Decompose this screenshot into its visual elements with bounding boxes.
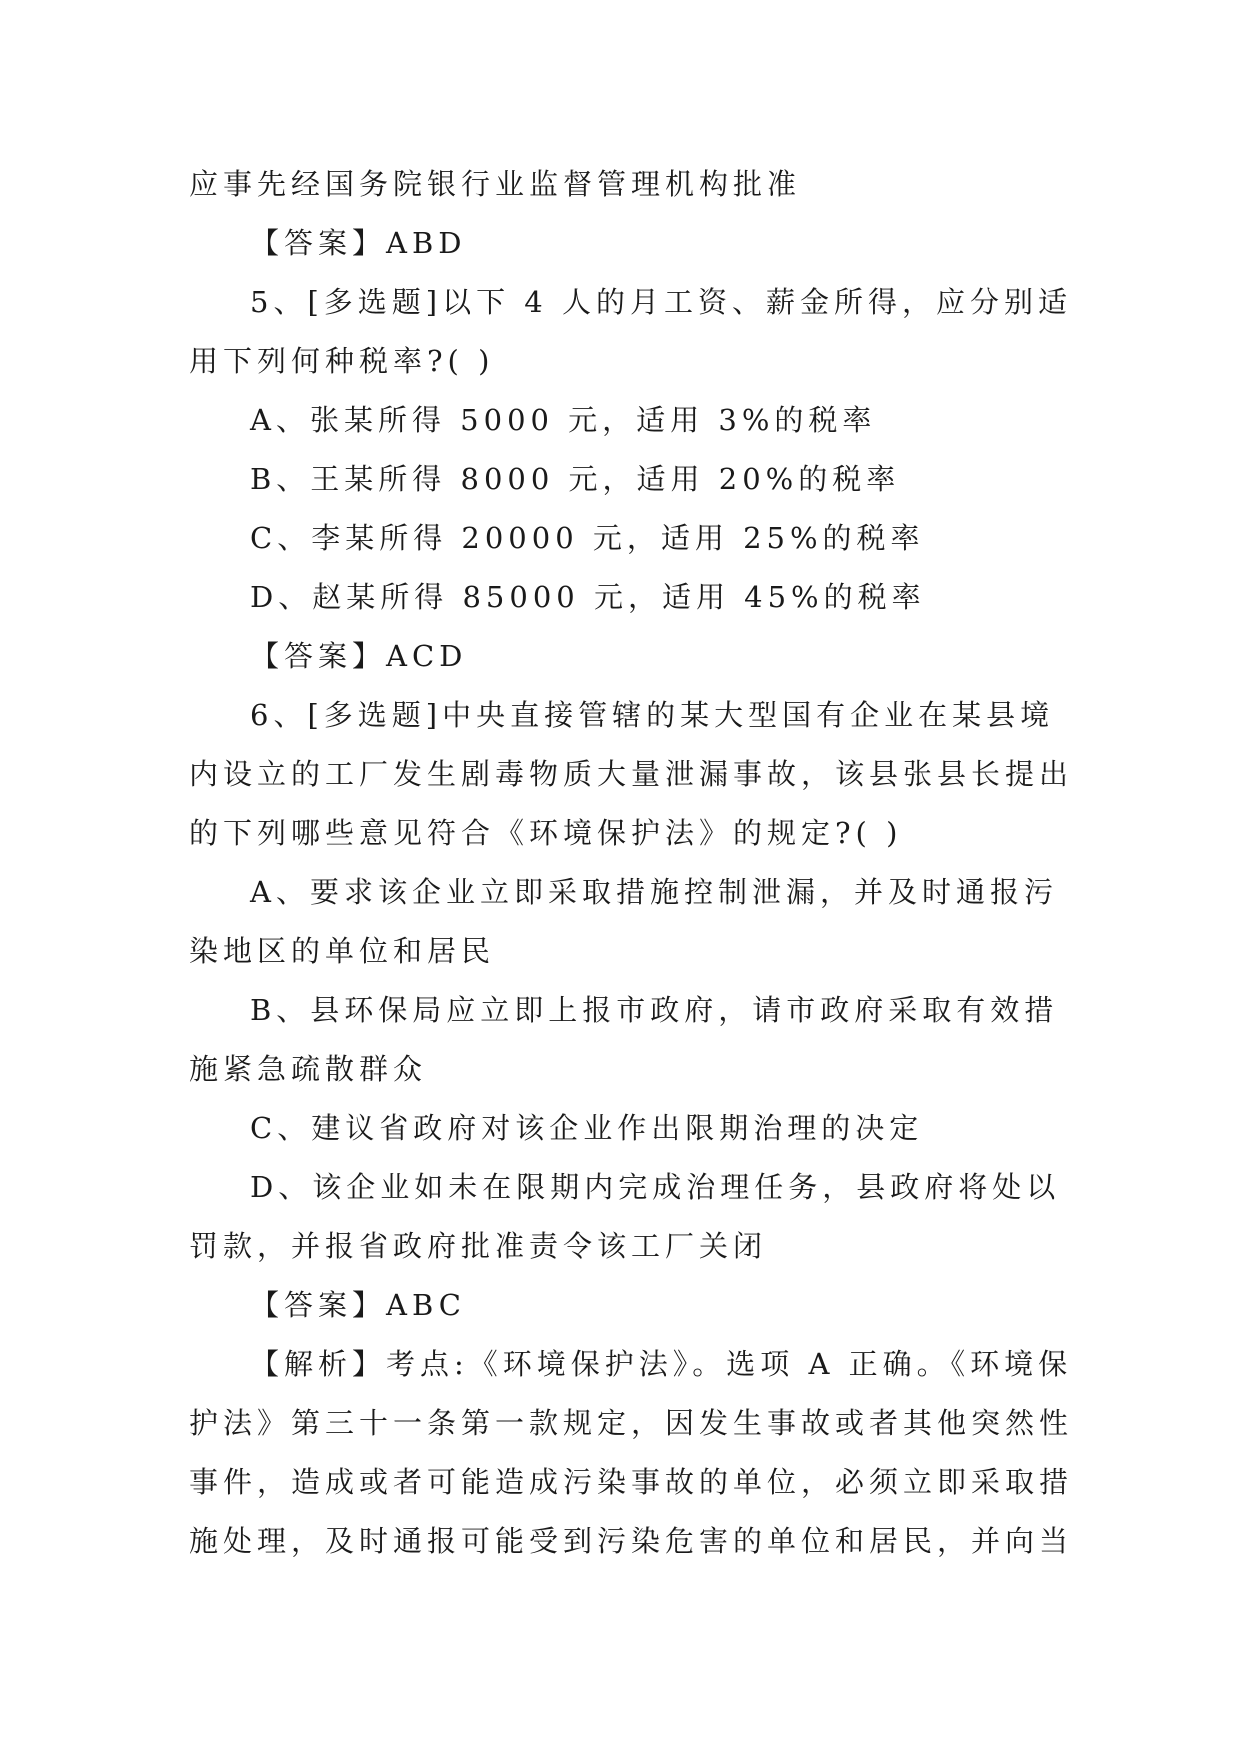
text-line: 应事先经国务院银行业监督管理机构批准 xyxy=(189,167,802,201)
option-line: A、张某所得 5000 元，适用 3%的税率 xyxy=(250,403,877,437)
option-line: A、要求该企业立即采取措施控制泄漏，并及时通报污 xyxy=(250,875,1058,909)
option-line: D、赵某所得 85000 元，适用 45%的税率 xyxy=(250,580,926,614)
question-line: 的下列哪些意见符合《环境保护法》的规定?( ) xyxy=(189,816,903,850)
option-line: C、李某所得 20000 元，适用 25%的税率 xyxy=(250,521,925,555)
analysis-line: 施处理，及时通报可能受到污染危害的单位和居民，并向当 xyxy=(189,1524,1074,1558)
question-line: 5、[多选题]以下 4 人的月工资、薪金所得，应分别适 xyxy=(250,285,1072,319)
analysis-line: 护法》第三十一条第一款规定，因发生事故或者其他突然性 xyxy=(189,1406,1074,1440)
answer-line: 【答案】ABD xyxy=(250,226,467,260)
option-line: D、该企业如未在限期内完成治理任务，县政府将处以 xyxy=(250,1170,1061,1204)
analysis-line: 【解析】考点:《环境保护法》。选项 A 正确。《环境保 xyxy=(250,1347,1073,1381)
answer-line: 【答案】ACD xyxy=(250,639,468,673)
question-line: 6、[多选题]中央直接管辖的某大型国有企业在某县境 xyxy=(250,698,1055,732)
analysis-line: 事件，造成或者可能造成污染事故的单位，必须立即采取措 xyxy=(189,1465,1074,1499)
option-line: 施紧急疏散群众 xyxy=(189,1052,428,1086)
option-line: 罚款，并报省政府批准责令该工厂关闭 xyxy=(189,1229,768,1263)
answer-line: 【答案】ABC xyxy=(250,1288,466,1322)
option-line: B、王某所得 8000 元，适用 20%的税率 xyxy=(250,462,901,496)
option-line: 染地区的单位和居民 xyxy=(189,934,496,968)
option-line: B、县环保局应立即上报市政府，请市政府采取有效措 xyxy=(250,993,1059,1027)
question-line: 用下列何种税率?( ) xyxy=(189,344,495,378)
question-line: 内设立的工厂发生剧毒物质大量泄漏事故，该县张县长提出 xyxy=(189,757,1074,791)
option-line: C、建议省政府对该企业作出限期治理的决定 xyxy=(250,1111,924,1145)
